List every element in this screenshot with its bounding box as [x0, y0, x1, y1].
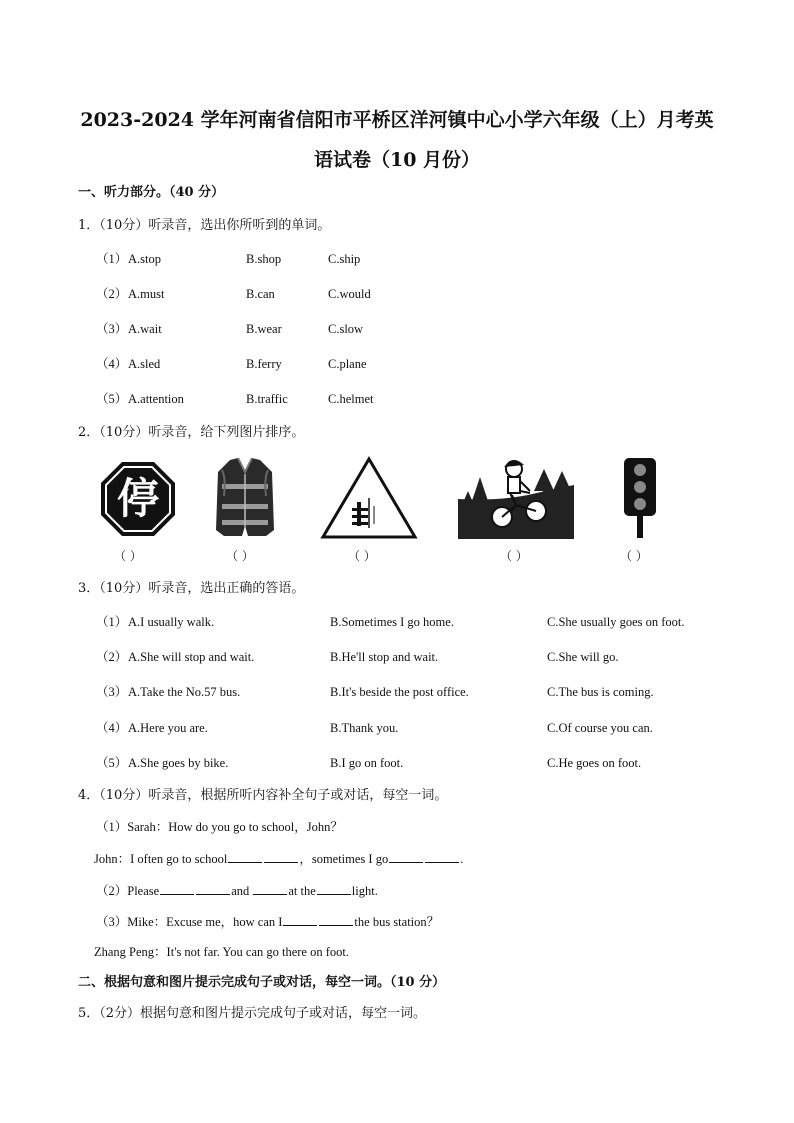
q1-option-c: C.ship — [328, 252, 361, 266]
answer-blank[interactable] — [253, 882, 287, 895]
q3-item-number: （4） — [96, 721, 128, 735]
q4-line-4-text: the bus station？ — [354, 915, 440, 929]
answer-blank[interactable] — [389, 850, 423, 863]
answer-blank[interactable] — [160, 882, 194, 895]
q4-line-1: （1）Sarah：How do you go to school，John？ — [96, 820, 343, 834]
stop-sign-text: 停 — [116, 474, 160, 523]
q4-line-3-text: light. — [351, 884, 378, 898]
q3-option-b: B.Sometimes I go home. — [330, 615, 454, 629]
q3-option-b: B.It's beside the post office. — [330, 685, 469, 699]
q2-stem: 2．（10分）听录音，给下列图片排序。 — [78, 425, 305, 440]
q4-line-5: Zhang Peng：It's not far. You can go there on foot. — [94, 945, 349, 959]
q1-option-a: A.wait — [128, 322, 162, 336]
q4-line-3 — [96, 882, 378, 899]
q1-stem: 1．（10分）听录音，选出你所听到的单词。 — [78, 218, 331, 233]
q1-item-number: （5） — [96, 392, 128, 406]
q3-option-a: A.I usually walk. — [128, 615, 215, 629]
q4-line-3-text: and — [231, 884, 250, 898]
q3-option-a: A.She will stop and wait. — [128, 650, 255, 664]
q4-stem: 4．（10分）听录音，根据所听内容补全句子或对话，每空一词。 — [78, 788, 448, 803]
q1-option-c: C.helmet — [328, 392, 374, 406]
q4-line-4-text: （3）Mike：Excuse me，how can I — [96, 915, 283, 929]
q4-line-2 — [94, 850, 463, 867]
q1-item-number: （2） — [96, 287, 128, 301]
q3-option-a: A.She goes by bike. — [128, 756, 229, 770]
answer-blank[interactable] — [283, 913, 317, 926]
q1-item-number: （3） — [96, 322, 128, 336]
q1-item-number: （4） — [96, 357, 128, 371]
q1-option-b: B.traffic — [246, 392, 288, 406]
q1-option-b: B.can — [246, 287, 275, 301]
q3-option-b: B.I go on foot. — [330, 756, 404, 770]
q1-option-c: C.would — [328, 287, 371, 301]
q4-line-2-text: ，sometimes I go — [299, 852, 389, 866]
q4-line-2-text: John：I often go to school — [94, 852, 228, 866]
q3-option-a: A.Here you are. — [128, 721, 208, 735]
q1-option-b: B.wear — [246, 322, 282, 336]
answer-paren: （ ） — [500, 549, 528, 563]
q4-line-2-text: . — [460, 852, 464, 866]
q1-option-b: B.shop — [246, 252, 282, 266]
title-line-2: 语试卷（10 月份） — [313, 149, 481, 171]
q3-item-number: （3） — [96, 685, 128, 699]
answer-blank[interactable] — [228, 850, 262, 863]
q3-item-number: （5） — [96, 756, 128, 770]
q3-stem: 3．（10分）听录音，选出正确的答语。 — [78, 581, 305, 596]
q5-stem: 5．（2分）根据句意和图片提示完成句子或对话，每空一词。 — [78, 1006, 427, 1021]
answer-blank[interactable] — [319, 913, 353, 926]
answer-blank[interactable] — [425, 850, 459, 863]
traffic-light-icon — [620, 456, 660, 540]
q3-option-c: C.He goes on foot. — [547, 756, 642, 770]
q1-option-a: A.stop — [128, 252, 161, 266]
q1-item-number: （1） — [96, 252, 128, 266]
q3-option-c: C.The bus is coming. — [547, 685, 654, 699]
q3-option-a: A.Take the No.57 bus. — [128, 685, 241, 699]
life-jacket-icon — [212, 456, 278, 540]
answer-paren: （ ） — [620, 549, 648, 563]
part2-heading: 二、根据句意和图片提示完成句子或对话，每空一词。（10 分） — [78, 975, 446, 990]
q3-option-c: C.She will go. — [547, 650, 619, 664]
answer-blank[interactable] — [196, 882, 230, 895]
q3-option-c: C.She usually goes on foot. — [547, 615, 685, 629]
boy-cycling-icon — [458, 455, 576, 539]
stop-sign-icon — [100, 461, 176, 537]
answer-paren: （ ） — [114, 549, 142, 563]
q1-option-c: C.slow — [328, 322, 364, 336]
q3-option-b: B.Thank you. — [330, 721, 399, 735]
answer-paren: （ ） — [226, 549, 254, 563]
title-line-1: 2023-2024 学年河南省信阳市平桥区洋河镇中心小学六年级（上）月考英 — [80, 109, 714, 131]
part1-heading: 一、听力部分。（40 分） — [78, 185, 225, 200]
answer-blank[interactable] — [264, 850, 298, 863]
q4-line-3-text: （2）Please — [96, 884, 160, 898]
q3-item-number: （2） — [96, 650, 128, 664]
q3-option-c: C.Of course you can. — [547, 721, 653, 735]
q4-line-3-text: at the — [288, 884, 316, 898]
q1-option-a: A.sled — [128, 357, 161, 371]
q4-line-4 — [96, 913, 439, 930]
q1-option-b: B.ferry — [246, 357, 282, 371]
q1-option-a: A.attention — [128, 392, 184, 406]
q3-option-b: B.He'll stop and wait. — [330, 650, 439, 664]
answer-paren: （ ） — [348, 549, 376, 563]
triangle-warning-sign-icon — [320, 456, 418, 540]
q3-item-number: （1） — [96, 615, 128, 629]
answer-blank[interactable] — [317, 882, 351, 895]
q1-option-a: A.must — [128, 287, 165, 301]
exam-title — [70, 100, 724, 180]
q1-option-c: C.plane — [328, 357, 367, 371]
